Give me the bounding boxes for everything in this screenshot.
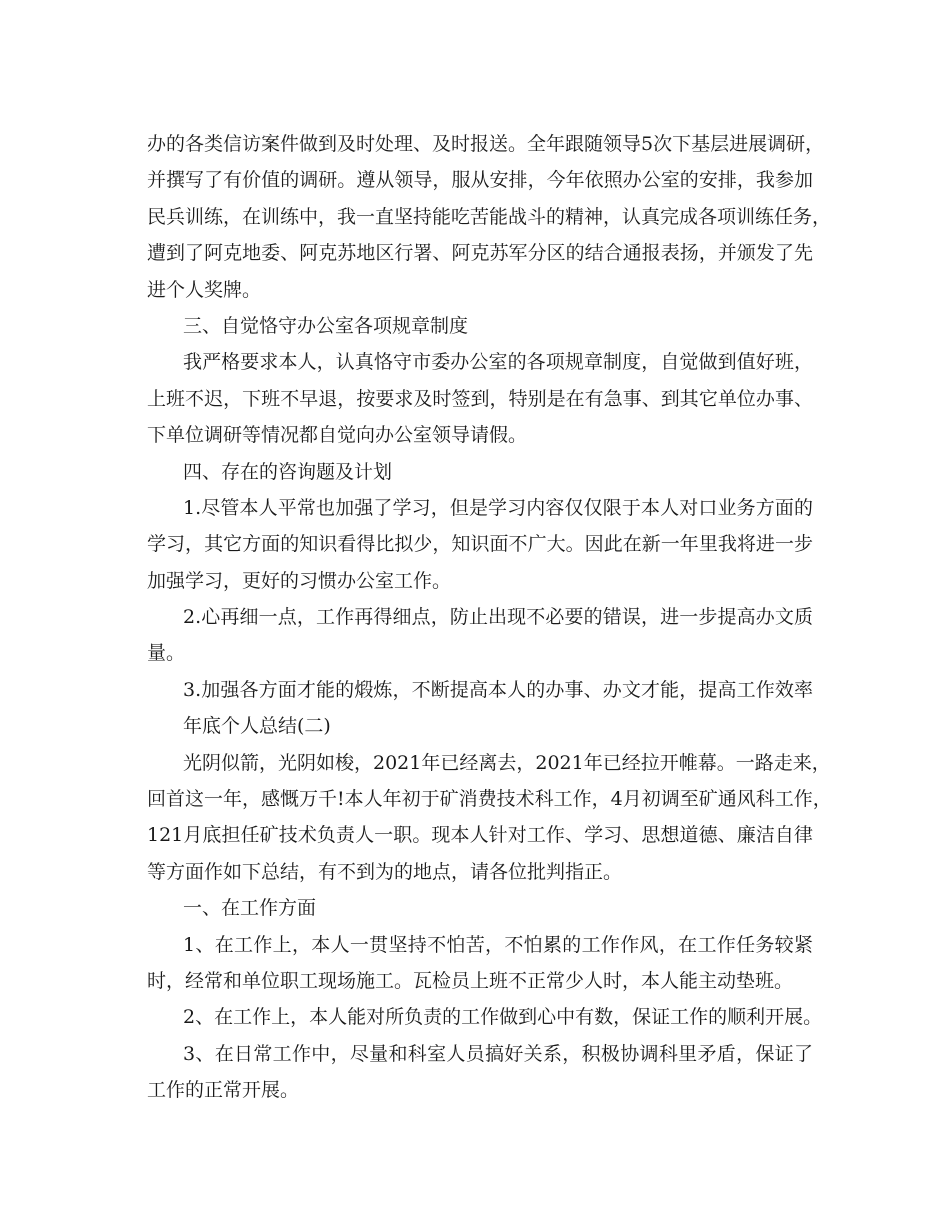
text-line: 时，经常和单位职工现场施工。瓦检员上班不正常少人时，本人能主动垫班。 <box>147 969 794 992</box>
text-line: 等方面作如下总结，有不到为的地点，请各位批判指正。 <box>147 860 623 883</box>
text-line: 1、在工作上，本人一贯坚持不怕苦，不怕累的工作作风，在工作任务较紧 <box>183 933 813 956</box>
text-line: 进个人奖牌。 <box>147 278 262 301</box>
text-line: 量。 <box>147 642 186 665</box>
document-body <box>147 126 832 1109</box>
text-line: 四、存在的咨询题及计划 <box>183 460 393 483</box>
text-line: 工作的正常开展。 <box>147 1079 300 1102</box>
text-line: 3.加强各方面才能的煅炼，不断提高本人的办事、办文才能，提高工作效率 <box>183 678 813 701</box>
text-line: 遭到了阿克地委、阿克苏地区行署、阿克苏军分区的结合通报表扬，并颁发了先 <box>147 242 813 265</box>
text-line: 学习，其它方面的知识看得比拟少，知识面不广大。因此在新一年里我将进一步 <box>147 533 813 556</box>
text-line: 三、自觉恪守办公室各项规章制度 <box>183 314 469 337</box>
text-line: 2.心再细一点，工作再得细点，防止出现不必要的错误，进一步提高办文质 <box>183 606 813 629</box>
text-line: 光阴似箭，光阴如梭，2021年已经离去，2021年已经拉开帷幕。一路走来， <box>183 751 831 774</box>
text-line: 121月底担任矿技术负责人一职。现本人针对工作、学习、思想道德、廉洁自律 <box>147 824 813 847</box>
text-line: 3、在日常工作中，尽量和科室人员搞好关系，积极协调科里矛盾，保证了 <box>183 1042 813 1065</box>
text-line: 民兵训练，在训练中，我一直坚持能吃苦能战斗的精神，认真完成各项训练任务， <box>147 205 832 228</box>
text-line: 我严格要求本人，认真恪守市委办公室的各项规章制度，自觉做到值好班， <box>183 351 813 374</box>
text-line: 上班不迟，下班不早退，按要求及时签到，特别是在有急事、到其它单位办事、 <box>147 387 813 410</box>
text-line: 下单位调研等情况都自觉向办公室领导请假。 <box>147 424 528 447</box>
text-line: 办的各类信访案件做到及时处理、及时报送。全年跟随领导5次下基层进展调研， <box>147 133 825 155</box>
text-line: 年底个人总结(二) <box>183 715 331 738</box>
text-line: 一、在工作方面 <box>183 897 317 920</box>
text-line: 1.尽管本人平常也加强了学习，但是学习内容仅仅限于本人对口业务方面的 <box>183 496 813 519</box>
text-line: 回首这一年，感慨万千!本人年初于矿消费技术科工作，4月初调至矿通风科工作， <box>147 788 832 811</box>
text-line: 2、在工作上，本人能对所负责的工作做到心中有数，保证工作的顺利开展。 <box>183 1006 823 1029</box>
text-line: 并撰写了有价值的调研。遵从领导，服从安排，今年依照办公室的安排，我参加 <box>147 169 813 192</box>
text-line: 加强学习，更好的习惯办公室工作。 <box>147 569 452 592</box>
